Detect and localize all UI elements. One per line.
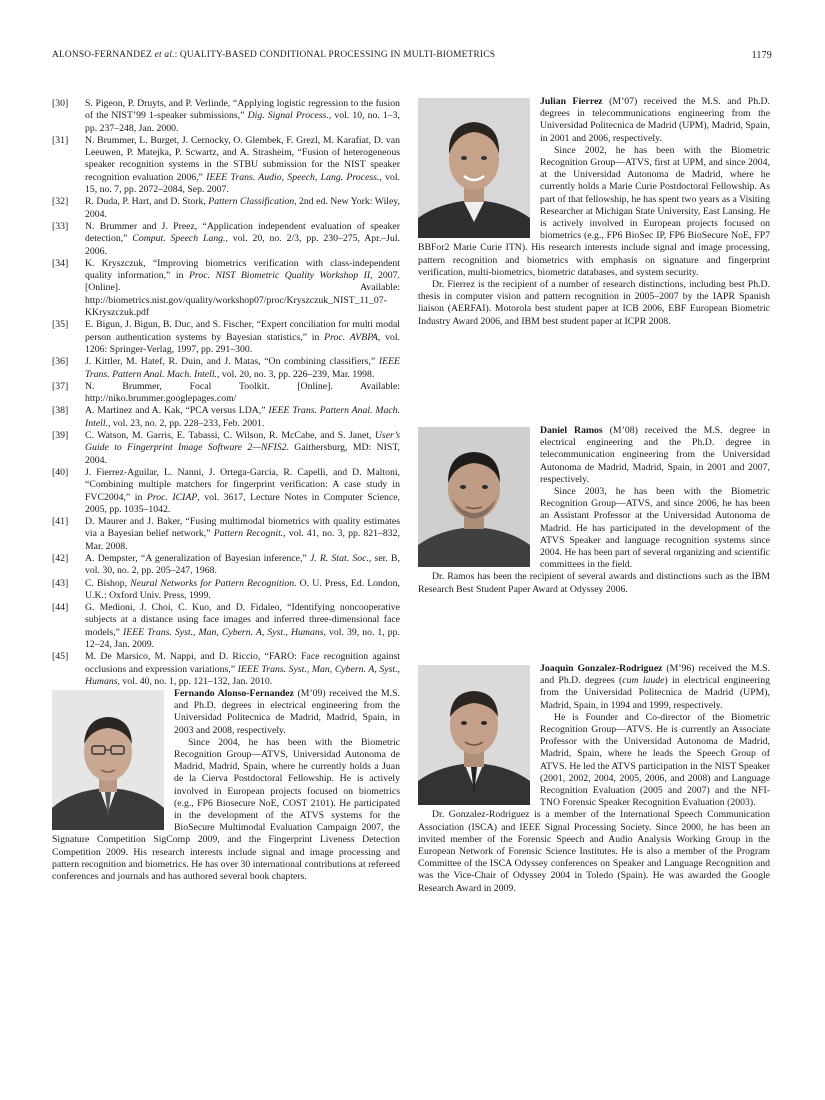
reference-text: M. De Marsico, M. Nappi, and D. Riccio, “FARO: Face recognition against occlusions and expression variations,”: [85, 651, 400, 675]
bio-ramos-p2: Since 2003, he has been with the Biometric Recognition Group—ATVS, and since 2006, he has been an Assistant Professor at the Universidad Autonoma de Madrid. He has participated in the development of the ATVS Speaker and language recognition systems since 2004. He has been part of several organizing and scientific committees in the field.: [540, 486, 770, 571]
reference-item: [52, 381, 400, 406]
reference-text: N. Brummer, L. Burget, J. Cernocky, O. Glembek, F. Grezl, M. Karafiat, D. van Leeuwen, P. Matejka, P. Scwartz, and A. Strasheim, “Fusion of heterogeneous speaker recognition systems in the STBU submission for the NIST speaker recognition evaluation 2006,”: [85, 134, 400, 183]
reference-venue: Proc. NIST Biometric Quality Workshop II: [188, 270, 371, 282]
reference-details: , vol. 15, no. 7, pp. 2072–2084, Sep. 2007.: [85, 171, 400, 196]
reference-item: [52, 553, 400, 578]
reference-details: , vol. 1206: Springer-Verlag, 1997, pp. 291–300.: [85, 331, 400, 355]
reference-number: [41]: [52, 516, 69, 528]
reference-details: , 2nd ed. New York: Wiley, 2004.: [85, 196, 400, 220]
running-head: [52, 50, 772, 64]
reference-number: [35]: [52, 319, 69, 331]
reference-venue: Proc. ICIAP: [146, 491, 198, 503]
bio-fierrez-p1: (M’07) received the M.S. and Ph.D. degrees in telecommunications engineering from the Universidad Politecnica de Madrid (UPM), Madrid, Spain, in 2001 and 2006, respectively.: [540, 96, 770, 144]
reference-text: N. Brummer, Focal Toolkit. [Online]. Available: http://niko.brummer.googlepages.com/: [85, 380, 400, 405]
running-title-text: : QUALITY-BASED CONDITIONAL PROCESSING IN MULTI-BIOMETRICS: [174, 50, 496, 60]
reference-text: C. Watson, M. Garris, E. Tabassi, C. Wilson, R. McCabe, and S. Janet,: [85, 430, 375, 442]
reference-item: [52, 430, 400, 467]
reference-number: [31]: [52, 134, 69, 146]
bio-gonzalez-rodriguez: [418, 663, 770, 895]
author-name-ramos: Daniel Ramos: [540, 425, 603, 436]
reference-venue: Dig. Signal Process.: [247, 110, 329, 122]
reference-details: , vol. 10, no. 1–3, pp. 237–248, Jan. 2000.: [85, 110, 400, 134]
reference-text: S. Pigeon, P. Druyts, and P. Verlinde, “Applying logistic regression to the fusion of the NIST’99 1-speaker submissions,”: [85, 98, 400, 122]
reference-item: [52, 602, 400, 651]
reference-text: E. Bigun, J. Bigun, B. Duc, and S. Fischer, “Expert conciliation for multi modal person authentication systems by Bayesian statistics,” in: [85, 319, 400, 343]
reference-venue: User’s Guide to Fingerprint Image Software 2—NFIS2: [85, 430, 400, 454]
reference-item: [52, 651, 400, 688]
bio-alonso-p1: (M’09) received the M.S. and Ph.D. degrees in electrical engineering from the Universidad Politecnica de Madrid, Madrid, Spain, in 2003 and 2008, respectively.: [174, 688, 400, 736]
reference-list: [52, 98, 400, 688]
reference-text: R. Duda, P. Hart, and D. Stork,: [85, 196, 209, 208]
reference-item: [52, 356, 400, 381]
reference-venue: IEEE Trans. Pattern Anal. Mach. Intell.: [85, 405, 400, 429]
page-number: 1179: [751, 50, 772, 61]
author-photo-fierrez: [418, 98, 530, 238]
reference-text: G. Medioni, J. Choi, C. Kuo, and D. Fidaleo, “Identifying noncooperative subjects at a distance using face images and inferred three-dimensional face models,”: [85, 602, 400, 638]
reference-details: . Gaithersburg, MD: NIST, 2004.: [85, 442, 400, 466]
bio-fierrez-p3: Dr. Fierrez is the recipient of a number of research distinctions, including best Ph.D. thesis in computer vision and pattern recognition in 2005–2007 by the IAPR Spanish liaison (AERFAI). Motorola best student paper at ICB 2006, EBF European Biometric Industry Award 2006, and IBM best student paper at ICPR 2008.: [418, 279, 770, 327]
bio-gonzalez-p1a: (M’96) received the M.S. and Ph.D. degrees (: [540, 663, 771, 687]
reference-number: [40]: [52, 466, 69, 478]
reference-details: , vol. 41, no. 3, pp. 821–832, Mar. 2008.: [85, 528, 400, 552]
reference-item: [52, 467, 400, 516]
running-title-etal: et al.: [154, 50, 175, 60]
reference-details: , vol. 20, no. 3, pp. 226–239, Mar. 1998.: [216, 368, 375, 380]
reference-details: , vol. 20, no. 2/3, pp. 230–275, Apr.–Jul. 2006.: [85, 233, 400, 257]
bio-fierrez: [418, 96, 770, 328]
reference-details: , vol. 39, no. 1, pp. 12–24, Jan. 2009.: [85, 626, 400, 651]
bio-gonzalez-p1b: ) in electrical engineering from the Universidad Politecnica de Madrid (UPM), Madrid, Spain, in 1994 and 1999, respectively.: [540, 675, 771, 711]
reference-item: [52, 405, 400, 430]
bio-alonso-fernandez: [52, 688, 400, 883]
reference-item: [52, 135, 400, 196]
reference-venue: IEEE Trans. Syst., Man, Cybern. A, Syst., Humans: [123, 626, 324, 638]
reference-venue: IEEE Trans. Audio, Speech, Lang. Process.: [206, 171, 380, 183]
reference-item: [52, 578, 400, 603]
reference-venue: Proc. AVBPA: [324, 331, 378, 343]
reference-venue: J. R. Stat. Soc.: [309, 552, 369, 564]
bio-ramos-p1: (M’08) received the M.S. degree in electrical engineering and the Ph.D. degree in telecommunication engineering from the Universidad Autonoma de Madrid, Madrid, Spain, in 2001 and 2007, respectively.: [540, 425, 770, 485]
reference-venue: IEEE Trans. Syst., Man, Cybern. A, Syst., Humans: [85, 663, 400, 687]
reference-item: [52, 98, 400, 135]
author-name-fierrez: Julian Fierrez: [540, 96, 603, 107]
reference-details: , vol. 23, no. 2, pp. 228–233, Feb. 2001.: [108, 417, 265, 429]
portrait-fierrez-image: [418, 98, 530, 238]
reference-details: , vol. 3617, Lecture Notes in Computer Science, 2005, pp. 1035–1042.: [85, 491, 400, 515]
reference-number: [43]: [52, 577, 69, 589]
reference-text: N. Brummer and J. Preez, “Application independent evaluation of speaker detection,”: [85, 220, 400, 245]
reference-details: , 2007. [Online]. Available: http://biometrics.nist.gov/quality/workshop07/proc/Kryszczuk_NIST_11_07-KKryszczuk.pdf: [85, 270, 400, 319]
author-name-alonso: Fernando Alonso-Fernandez: [174, 688, 294, 699]
reference-text: J. Kittler, M. Hatef, R. Duin, and J. Matas, “On combining classifiers,”: [85, 356, 379, 368]
author-photo-ramos: [418, 427, 530, 567]
bio-alonso-p2: Since 2004, he has been with the Biometric Recognition Group—ATVS, Universidad Autonoma de Madrid, Madrid, Spain, where he currently holds a Juan de la Cierva Postdoctoral Fellowship. He is actively involved in European projects focused on biometrics (e.g., FP6 Biosecure NoE, COST 2101). He participated in the development of the ATVS systems for the BioSecure Multimodal Evaluation Campaign 2007, the Signature Competition SigComp 2009, and the Fingerprint Liveness Detection Competition 2009. His research interests include signal and image processing and pattern recognition and biometrics. He has over 30 international contributions at refereed conferences and journals and has authored several book chapters.: [52, 736, 400, 883]
author-name-gonzalez: Joaquin Gonzalez-Rodriguez: [540, 663, 663, 674]
reference-number: [39]: [52, 430, 69, 442]
reference-item: [52, 319, 400, 356]
bio-ramos: [418, 425, 770, 596]
reference-item: [52, 516, 400, 553]
reference-number: [45]: [52, 651, 69, 663]
portrait-gonzalez-image: [418, 665, 530, 805]
reference-number: [34]: [52, 257, 69, 269]
bio-fierrez-p2: Since 2002, he has been with the Biometric Recognition Group—ATVS, first at UPM, and since 2004, at the Universidad Autonoma de Madrid, where he currently holds a Marie Curie Postdoctoral Fellowship. As part of that fellowship, he has spent two years as a Visiting Researcher at Michigan State University, East Lansing. He is actively involved in European projects focused on biometrics (e.g., FP6 BioSec IP, FP6 BioSecure NoE, FP7 BBFor2 Marie Curie ITN). His research interests include signal and image processing, pattern recognition and biometrics with emphasis on signature and fingerprint verification, multi-biometrics, biometric databases, and system security.: [418, 144, 770, 278]
reference-text: J. Fierrez-Aguilar, L. Nanni, J. Ortega-Garcia, R. Capelli, and D. Maltoni, “Combining multiple matchers for fingerprint verification: A case study in FVC2004,” in: [85, 466, 400, 503]
reference-venue: Neural Networks for Pattern Recognition: [130, 577, 295, 589]
reference-text: A. Martinez and A. Kak, “PCA versus LDA,”: [85, 405, 269, 417]
reference-text: A. Dempster, “A generalization of Bayesian inference,”: [85, 552, 310, 564]
reference-number: [36]: [52, 356, 69, 368]
running-title-authors: ALONSO-FERNANDEZ: [52, 50, 155, 60]
reference-venue: IEEE Trans. Pattern Anal. Mach. Intell.: [85, 356, 400, 380]
bio-gonzalez-p3: Dr. Gonzalez-Rodriguez is a member of the International Speech Communication Association (ISCA) and IEEE Signal Processing Society. Since 2000, he has been an invited member of the Forensic Speech and Audio Analysis Working Group in the European Network of Forensic Science Institutes. He is also a member of the Program Committee of the ISCA Odyssey conferences on Speaker and Language Recognition and was the Vice-Chair of Odyssey 2004 in Toledo (Spain). He was awarded the Google Research Award in 2009.: [418, 809, 770, 894]
reference-number: [32]: [52, 196, 69, 208]
portrait-alonso-image: [52, 690, 164, 830]
reference-number: [44]: [52, 602, 69, 614]
reference-venue: Comput. Speech Lang.: [132, 233, 226, 245]
reference-text: K. Kryszczuk, “Improving biometrics verification with class-independent quality information,” in: [85, 257, 400, 282]
bio-gonzalez-p2: He is Founder and Co-director of the Biometric Recognition Group—ATVS. He is currently an Associate Professor with the Universidad Autonoma de Madrid, Madrid, Spain, where he leads the Speech Group of ATVS. He led the ATVS participation in the NIST Speaker (2001, 2002, 2004, 2005, 2006, and 2008) and Language Recognition Evaluation (2005 and 2007) and the NFI-TNO Forensic Speaker Recognition Evaluation (2003).: [540, 711, 770, 809]
reference-number: [30]: [52, 98, 69, 109]
reference-number: [42]: [52, 552, 69, 564]
reference-item: [52, 221, 400, 258]
portrait-ramos-image: [418, 427, 530, 567]
reference-number: [33]: [52, 220, 69, 232]
bio-ramos-p3: Dr. Ramos has been the recipient of several awards and distinctions such as the IBM Research Best Student Paper Award at Odyssey 2006.: [418, 571, 770, 595]
reference-details: , vol. 40, no. 1, pp. 121–132, Jan. 2010.: [117, 675, 273, 687]
reference-text: D. Maurer and J. Baker, “Fusing multimodal biometrics with quality estimates via a Bayesian belief network,”: [85, 516, 400, 540]
reference-details: , ser. B, vol. 30, no. 2, pp. 205–247, 1968.: [85, 552, 400, 577]
reference-text: C. Bishop,: [85, 577, 131, 589]
reference-venue: Pattern Recognit.: [213, 528, 284, 540]
reference-venue: Pattern Classification: [208, 196, 295, 208]
bio-gonzalez-cum-laude: cum laude: [622, 675, 665, 687]
reference-number: [37]: [52, 380, 69, 392]
author-photo-alonso: [52, 690, 164, 830]
reference-number: [38]: [52, 405, 69, 417]
reference-item: [52, 196, 400, 221]
running-title: [52, 50, 495, 60]
reference-item: [52, 258, 400, 319]
reference-details: . O. U. Press, Ed. London, U.K.: Oxford Univ. Press, 1999.: [85, 577, 400, 601]
author-photo-gonzalez: [418, 665, 530, 805]
